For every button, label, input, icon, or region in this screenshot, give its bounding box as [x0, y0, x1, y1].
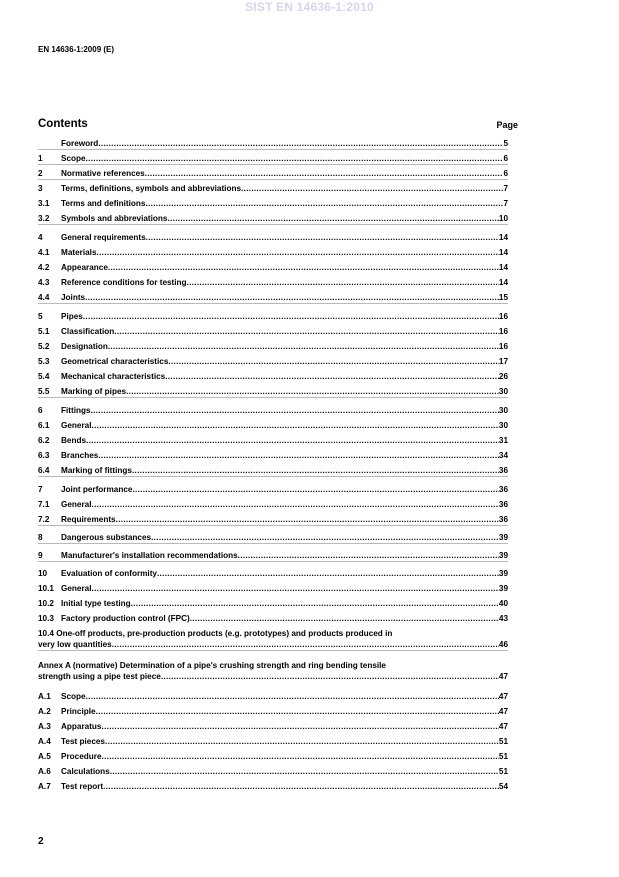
toc-entry-number: 4.2	[38, 263, 50, 272]
toc-entry-page: 14	[498, 233, 508, 242]
toc-entry-number: 1	[38, 154, 43, 163]
dot-leader	[114, 326, 499, 337]
toc-entry-page: 39	[498, 533, 508, 542]
contents-heading: Contents	[38, 118, 88, 130]
toc-entry-number: 9	[38, 551, 43, 560]
toc-entry-title: Normative references	[61, 169, 145, 178]
toc-entry-page: 54	[498, 782, 508, 791]
toc-entry-page: 16	[498, 312, 508, 321]
toc-entry-page: 30	[498, 406, 508, 415]
dot-leader	[112, 639, 499, 650]
dot-leader	[190, 613, 499, 624]
toc-entry-title: Fittings	[61, 406, 91, 415]
toc-entry-number: 10.2	[38, 599, 54, 608]
toc-entry-page: 34	[498, 451, 508, 460]
dot-leader	[85, 292, 499, 303]
dot-leader	[98, 450, 499, 461]
toc-entry[interactable]	[38, 721, 508, 732]
dot-leader	[105, 736, 499, 747]
toc-entry[interactable]	[38, 751, 508, 762]
toc-entry[interactable]	[38, 386, 508, 398]
dot-leader	[165, 371, 499, 382]
toc-entry-number: 3	[38, 184, 43, 193]
dot-leader	[110, 766, 499, 777]
dot-leader	[132, 484, 498, 495]
toc-entry-title: Factory production control (FPC)	[61, 614, 190, 623]
toc-entry-title: Apparatus	[61, 722, 102, 731]
toc-entry-number: 6.3	[38, 451, 50, 460]
toc-entry-title: Joints	[61, 293, 86, 302]
toc-entry-page: 10	[498, 214, 508, 223]
toc-entry-page: 47	[498, 672, 508, 681]
toc-entry-page: 43	[498, 614, 508, 623]
toc-entry-number: 5.4	[38, 372, 50, 381]
toc-entry-title: Scope	[61, 154, 86, 163]
toc-entry[interactable]	[38, 277, 508, 288]
toc-entry-number: 2	[38, 169, 43, 178]
toc-entry-title: Dangerous substances	[61, 533, 152, 542]
toc-entry-page: 16	[498, 342, 508, 351]
toc-entry-number: A.3	[38, 722, 51, 731]
toc-entry[interactable]	[38, 598, 508, 609]
toc-entry-number: 3.2	[38, 214, 50, 223]
toc-entry-number: 6	[38, 406, 43, 415]
toc-entry-page: 47	[498, 722, 508, 731]
toc-entry-title: Requirements	[61, 515, 116, 524]
dot-leader	[238, 550, 499, 561]
toc-entry-number: A.7	[38, 782, 51, 791]
toc-entry[interactable]	[38, 198, 508, 209]
toc-entry[interactable]	[38, 514, 508, 526]
toc-entry-title: General requirements	[61, 233, 146, 242]
dot-leader	[157, 568, 499, 579]
toc-entry[interactable]	[38, 138, 508, 150]
dot-leader	[86, 691, 499, 702]
toc-entry-number: 5.3	[38, 357, 50, 366]
toc-entry-title: Marking of fittings	[61, 466, 132, 475]
toc-entry-number: 4.4	[38, 293, 50, 302]
toc-entry-page: 47	[498, 692, 508, 701]
toc-entry-page: 26	[498, 372, 508, 381]
toc-entry-page: 6	[503, 169, 508, 178]
toc-entry-title: Pipes	[61, 312, 83, 321]
dot-leader	[168, 356, 498, 367]
toc-entry[interactable]	[38, 583, 508, 594]
dot-leader	[161, 671, 499, 682]
dot-leader	[151, 532, 499, 543]
toc-entry-number: 4	[38, 233, 43, 242]
toc-entry[interactable]	[38, 532, 508, 544]
toc-entry-page: 51	[498, 767, 508, 776]
toc-entry-title: General	[61, 584, 92, 593]
document-id: EN 14636-1:2009 (E)	[38, 45, 115, 54]
toc-entry-page: 30	[498, 387, 508, 396]
toc-entry[interactable]	[38, 499, 508, 510]
toc-entry-page: 46	[498, 640, 508, 649]
toc-entry[interactable]	[38, 311, 508, 322]
toc-entry-title: Appearance	[61, 263, 108, 272]
toc-entry-number: 10	[38, 569, 48, 578]
toc-entry-title: Calculations	[61, 767, 110, 776]
toc-entry-number: A.6	[38, 767, 51, 776]
toc-entry-page: 36	[498, 466, 508, 475]
toc-entry-page: 5	[503, 139, 508, 148]
toc-entry-page: 39	[498, 584, 508, 593]
toc-entry-page: 36	[498, 500, 508, 509]
toc-entry-title: Principle	[61, 707, 96, 716]
toc-entry-page: 31	[498, 436, 508, 445]
toc-entry-title: Materials	[61, 248, 97, 257]
toc-entry-number: A.5	[38, 752, 51, 761]
dot-leader	[103, 781, 499, 792]
toc-entry-number: 7.2	[38, 515, 50, 524]
dot-leader	[116, 514, 499, 525]
toc-entry[interactable]	[38, 168, 508, 180]
toc-entry-number: 4.1	[38, 248, 50, 257]
toc-entry[interactable]	[38, 213, 508, 225]
toc-entry-page: 36	[498, 485, 508, 494]
toc-entry[interactable]	[38, 341, 508, 352]
dot-leader	[92, 583, 499, 594]
dot-leader	[131, 598, 499, 609]
toc-entry[interactable]	[38, 153, 508, 165]
toc-entry-page: 14	[498, 263, 508, 272]
toc-entry[interactable]	[38, 766, 508, 777]
toc-entry-number: 5.1	[38, 327, 50, 336]
toc-entry-title: Symbols and abbreviations	[61, 214, 168, 223]
toc-entry[interactable]	[38, 183, 508, 194]
dot-leader	[108, 262, 499, 273]
toc-entry-title: Manufacturer's installation recommendations	[61, 551, 238, 560]
toc-entry-number: A.1	[38, 692, 51, 701]
dot-leader	[86, 153, 504, 164]
toc-entry-title-cont: strength using a pipe test piece	[38, 672, 161, 681]
toc-entry[interactable]	[38, 568, 508, 579]
toc-entry[interactable]	[38, 736, 508, 747]
toc-entry-title: Test pieces	[61, 737, 105, 746]
toc-entry-page: 14	[498, 278, 508, 287]
toc-entry[interactable]	[38, 371, 508, 382]
toc-entry-title: General	[61, 421, 92, 430]
toc-entry-number: 6.1	[38, 421, 50, 430]
toc-entry-title: 10.4 One-off products, pre-production products (e.g. prototypes) and products produced in	[38, 629, 393, 638]
toc-entry-title: Procedure	[61, 752, 102, 761]
toc-entry-page: 7	[503, 184, 508, 193]
toc-entry[interactable]	[38, 484, 508, 495]
dot-leader	[102, 751, 499, 762]
toc-entry[interactable]	[38, 660, 508, 682]
toc-entry[interactable]	[38, 435, 508, 446]
page-column-label: Page	[496, 120, 518, 130]
toc-entry-number: 7.1	[38, 500, 50, 509]
dot-leader	[145, 168, 504, 179]
toc-entry-title-cont: very low quantities	[38, 640, 112, 649]
toc-entry-number: 4.3	[38, 278, 50, 287]
watermark-text: SIST EN 14636-1:2010	[245, 0, 374, 14]
dot-leader	[86, 435, 499, 446]
toc-entry-title: Evaluation of conformity	[61, 569, 157, 578]
toc-entry-title: Branches	[61, 451, 99, 460]
toc-entry[interactable]	[38, 232, 508, 243]
toc-entry-title: Initial type testing	[61, 599, 131, 608]
toc-entry-page: 36	[498, 515, 508, 524]
toc-entry-title: Joint performance	[61, 485, 133, 494]
dot-leader	[98, 138, 503, 149]
toc-entry-title: Geometrical characteristics	[61, 357, 169, 366]
toc-entry-number: 7	[38, 485, 43, 494]
toc-entry-number: 3.1	[38, 199, 50, 208]
toc-entry[interactable]	[38, 405, 508, 416]
toc-entry[interactable]	[38, 465, 508, 477]
dot-leader	[126, 386, 499, 397]
toc-entry[interactable]	[38, 550, 508, 562]
dot-leader	[92, 499, 499, 510]
page-number: 2	[38, 836, 44, 847]
toc-entry-number: 5.5	[38, 387, 50, 396]
toc-entry[interactable]	[38, 262, 508, 273]
toc-entry-title: Scope	[61, 692, 86, 701]
toc-entry-number: 6.4	[38, 466, 50, 475]
dot-leader	[96, 706, 499, 717]
dot-leader	[167, 213, 498, 224]
toc-entry-page: 15	[498, 293, 508, 302]
toc-entry-number: 6.2	[38, 436, 50, 445]
dot-leader	[97, 247, 499, 258]
toc-entry[interactable]	[38, 420, 508, 431]
toc-entry-title: Designation	[61, 342, 108, 351]
dot-leader	[132, 465, 499, 476]
toc-entry-number: 10.1	[38, 584, 54, 593]
toc-entry-title: Bends	[61, 436, 87, 445]
dot-leader	[102, 721, 499, 732]
toc-entry-title: Terms and definitions	[61, 199, 146, 208]
toc-entry-number: A.2	[38, 707, 51, 716]
toc-entry-page: 51	[498, 737, 508, 746]
toc-entry-title: Marking of pipes	[61, 387, 127, 396]
toc-entry[interactable]	[38, 292, 508, 304]
dot-leader	[91, 405, 499, 416]
toc-entry-number: A.4	[38, 737, 51, 746]
toc-entry[interactable]	[38, 781, 508, 792]
toc-entry-number: 5	[38, 312, 43, 321]
toc-entry[interactable]	[38, 613, 508, 624]
toc-entry-page: 7	[503, 199, 508, 208]
toc-entry-page: 51	[498, 752, 508, 761]
toc-entry[interactable]	[38, 628, 508, 651]
dot-leader	[146, 232, 499, 243]
toc-entry[interactable]	[38, 356, 508, 367]
toc-entry-number: 10.3	[38, 614, 54, 623]
toc-entry-page: 14	[498, 248, 508, 257]
dot-leader	[145, 198, 503, 209]
toc-entry-page: 39	[498, 569, 508, 578]
toc-entry-title: Annex A (normative) Determination of a pipe's crushing strength and ring bending tensile	[38, 661, 386, 670]
toc-entry-page: 17	[498, 357, 508, 366]
toc-entry[interactable]	[38, 326, 508, 337]
toc-entry-title: Reference conditions for testing	[61, 278, 187, 287]
toc-entry-title: Classification	[61, 327, 115, 336]
toc-entry-page: 6	[503, 154, 508, 163]
dot-leader	[187, 277, 499, 288]
toc-entry-page: 40	[498, 599, 508, 608]
toc-entry-title: General	[61, 500, 92, 509]
toc-entry[interactable]	[38, 247, 508, 258]
toc-entry-number: 5.2	[38, 342, 50, 351]
toc-entry-number: 8	[38, 533, 43, 542]
dot-leader	[83, 311, 499, 322]
toc-entry[interactable]	[38, 691, 508, 702]
toc-entry-title: Mechanical characteristics	[61, 372, 166, 381]
toc-entry[interactable]	[38, 450, 508, 461]
toc-entry-title: Test report	[61, 782, 104, 791]
toc-entry-page: 47	[498, 707, 508, 716]
toc-entry-page: 39	[498, 551, 508, 560]
dot-leader	[241, 183, 503, 194]
toc-entry-title: Terms, definitions, symbols and abbreviations	[61, 184, 242, 193]
dot-leader	[108, 341, 499, 352]
toc-entry-title: Foreword	[61, 139, 99, 148]
toc-entry-page: 16	[498, 327, 508, 336]
dot-leader	[92, 420, 499, 431]
toc-entry[interactable]	[38, 706, 508, 717]
toc-entry-page: 30	[498, 421, 508, 430]
